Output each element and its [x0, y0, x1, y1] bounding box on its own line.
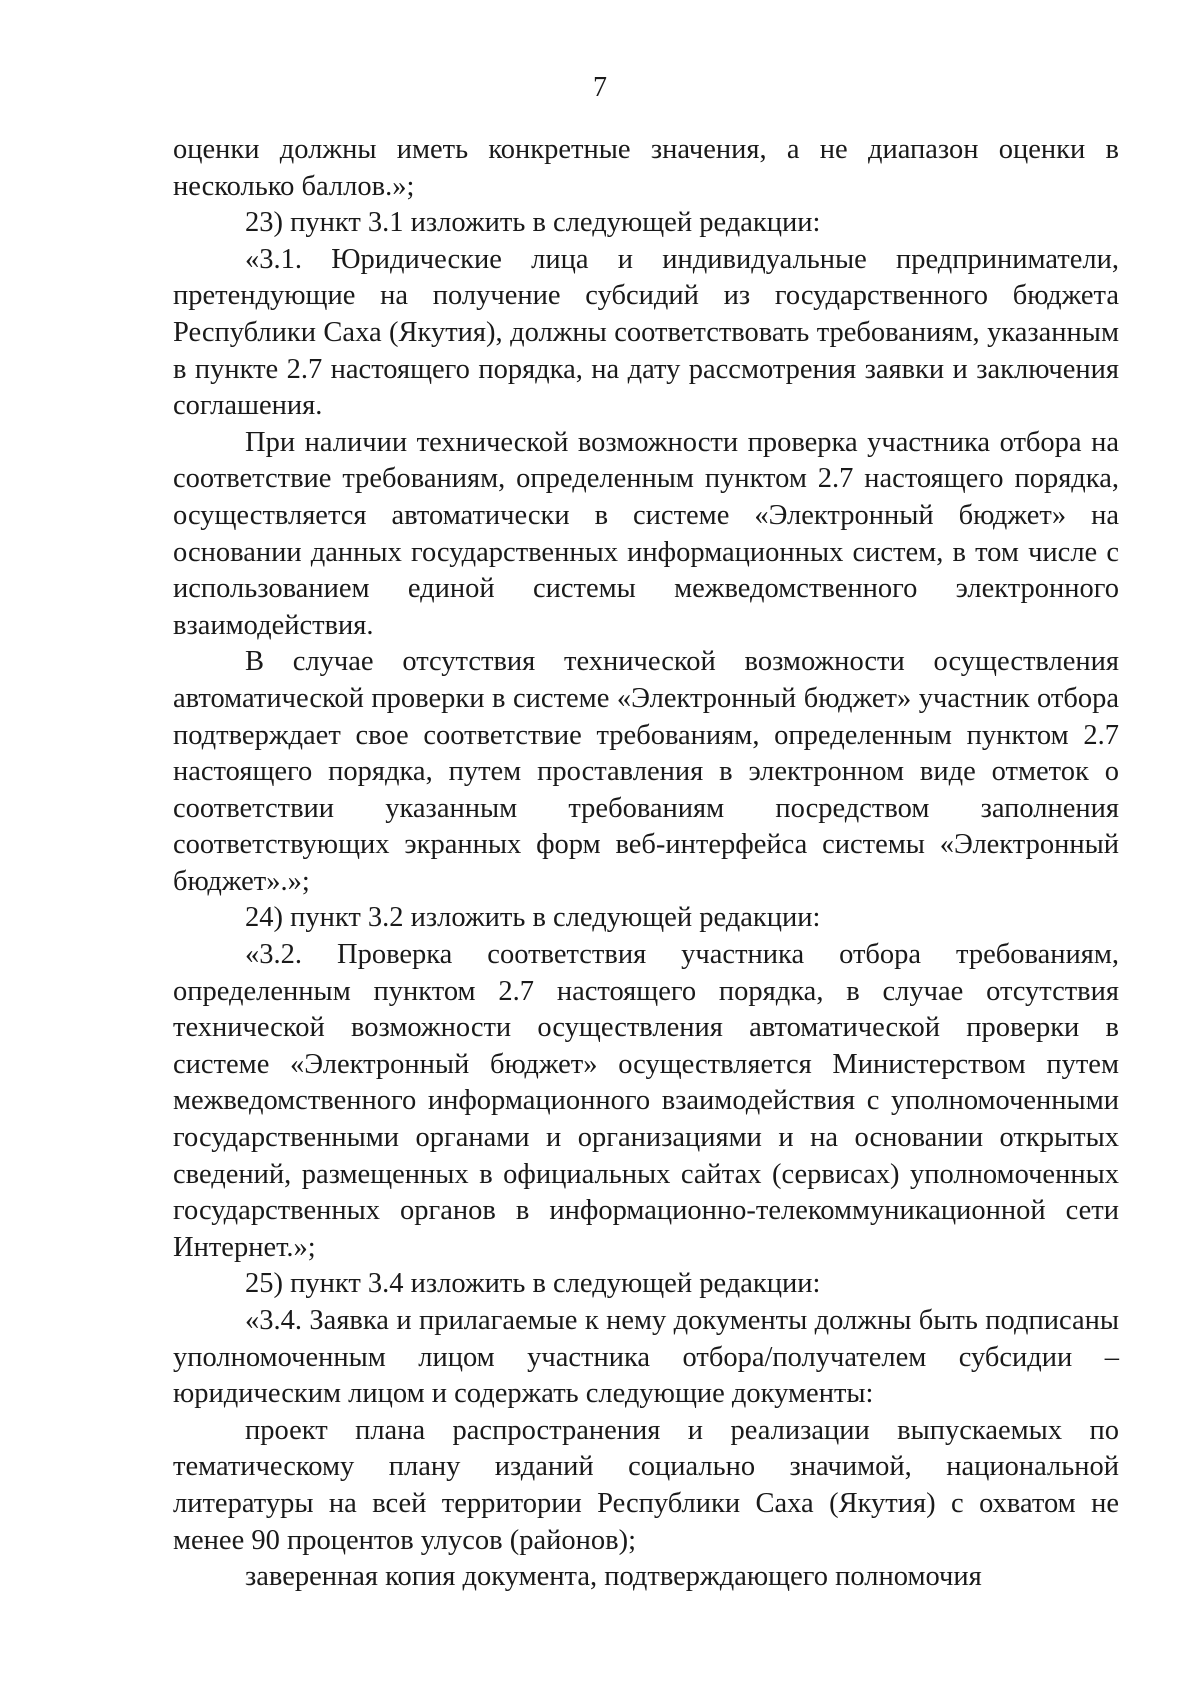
page-number: 7 [593, 72, 607, 103]
document-body [173, 132, 1119, 1596]
paragraph-automatic-check: При наличии технической возможности проверка участника отбора на соответствие требованиям, определенным пунктом 2.7 настоящего порядка, осуществляется автоматически в системе «Электронный бюджет» на основании данных государственных информационных систем, в том числе с использованием единой системы межведомственного электронного взаимодействия. [173, 426, 1119, 641]
paragraph-clause-3-1: «3.1. Юридические лица и индивидуальные предприниматели, претендующие на получение субсидий из государственного бюджета Республики Саха (Якутия), должны соответствовать требованиям, указанным в пункте 2.7 настоящего порядка, на дату рассмотрения заявки и заключения соглашения. [173, 243, 1119, 422]
paragraph-item-25: 25) пункт 3.4 изложить в следующей редакции: [245, 1268, 821, 1300]
paragraph-certified-copy: заверенная копия документа, подтверждающего полномочия [245, 1561, 982, 1593]
paragraph-clause-3-2: «3.2. Проверка соответствия участника отбора требованиям, определенным пунктом 2.7 настоящего порядка, в случае отсутствия технической возможности осуществления автоматической проверки в системе «Электронный бюджет» осуществляется Министерством путем межведомственного информационного взаимодействия с уполномоченными государственными органами и организациями и на основании открытых сведений, размещенных в официальных сайтах (сервисах) уполномоченных государственных органов в информационно-телекоммуникационной сети Интернет.»; [173, 939, 1119, 1263]
paragraph-clause-3-4: «3.4. Заявка и прилагаемые к нему документы должны быть подписаны уполномоченным лицом участника отбора/получателем субсидии – юридическим лицом и содержать следующие документы: [173, 1305, 1119, 1410]
paragraph-continuation: оценки должны иметь конкретные значения, а не диапазон оценки в несколько баллов.»; [173, 134, 1119, 202]
paragraph-item-24: 24) пункт 3.2 изложить в следующей редакции: [245, 902, 821, 934]
paragraph-item-23: 23) пункт 3.1 изложить в следующей редакции: [245, 207, 821, 239]
paragraph-manual-confirmation: В случае отсутствия технической возможности осуществления автоматической проверки в системе «Электронный бюджет» участник отбора подтверждает свое соответствие требованиям, определенным пунктом 2.7 настоящего порядка, путем проставления в электронном виде отметок о соответствии указанным требованиям посредством заполнения соответствующих экранных форм веб-интерфейса системы «Электронный бюджет».»; [173, 646, 1119, 897]
paragraph-distribution-plan: проект плана распространения и реализации выпускаемых по тематическому плану изданий социально значимой, национальной литературы на всей территории Республики Саха (Якутия) с охватом не менее 90 процентов улусов (районов); [173, 1414, 1119, 1556]
